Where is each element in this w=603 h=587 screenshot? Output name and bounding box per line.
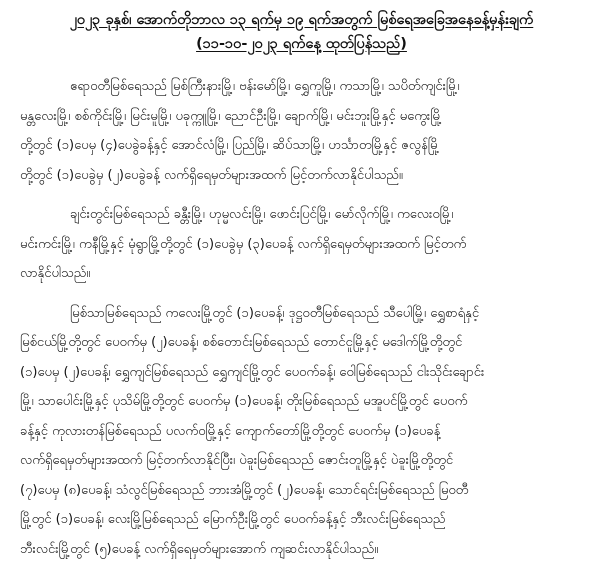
paragraph-line: ဧရာဝတီမြစ်ရေသည် မြစ်ကြီးနားမြို့၊ ဗန်းမော်မြို့၊ ရွှေကူမြို့၊ ကသာမြို့၊ သပိတ်ကျင်းမြို့၊	[70, 79, 460, 94]
paragraph-line: မြစ်သာမြစ်ရေသည် ကလေးမြို့တွင် (၁)ပေခန့်၊ ဒုဋ္ဌဝတီမြစ်ရေသည် သီပေါမြို့၊ ရွှေစာရံနှင့်	[70, 305, 480, 321]
paragraph-line: ချင်းတွင်းမြစ်ရေသည် ခန္တီးမြို့၊ ဟုမ္မလင်းမြို့၊ ဖောင်းပြင်မြို့၊ မော်လိုက်မြို့၊ ကလေးဝမြို့၊	[70, 207, 454, 222]
bulletin-issue-date: (၁၁-၁၀-၂၀၂၃ ရက်နေ့ ထုတ်ပြန်သည်)	[196, 36, 407, 52]
paragraph-line: (၁)ပေမှ (၂)ပေခန့်၊ ရွှေကျင်မြစ်ရေသည် ရွှေကျင်မြို့တွင် ပေဝက်ခန့်၊ ဝေါမြစ်ရေသည် ငါးသိုင်းချောင်း	[20, 364, 485, 380]
paragraph-line: လက်ရှိရေမှတ်များအထက် မြင့်တက်လာနိုင်ပြီး၊ ပဲခူးမြစ်ရေသည် ဇောင်းတူမြို့နှင့် ပဲခူးမြို့တို့တွင်	[20, 453, 454, 468]
paragraph-line: တို့တွင် (၁)ပေမှ (၄)ပေခွဲခန့်နှင့် အောင်လံမြို့၊ ပြည်မြို့၊ ဆိပ်သာမြို့၊ ဟင်္သာတမြို့နှင့် ဇလွန်မြို့	[20, 138, 440, 153]
bulletin-document	[20, 8, 583, 574]
paragraph-line: ခန့်နှင့် ကုလားတန်မြစ်ရေသည် ပလက်ဝမြို့နှင့် ကျောက်တော်မြို့တို့တွင် ပေဝက်မှ (၁)ပေခန့်	[20, 423, 441, 439]
paragraph-line: ဘီးလင်းမြို့တွင် (၅)ပေခန့် လက်ရှိရေမှတ်များအောက် ကျဆင်းလာနိုင်ပါသည်။	[20, 541, 379, 557]
paragraph-line: မြစ်ငယ်မြို့တို့တွင် ပေဝက်မှ (၂)ပေခန့်၊ စစ်တောင်းမြစ်ရေသည် တောင်ငူမြို့နှင့် မဒေါက်မြို့တို့တွင်	[20, 335, 463, 350]
paragraph-chindwin	[20, 200, 583, 289]
paragraph-line: မြို့တွင် (၁)ပေခန့်၊ လေးမြို့မြစ်ရေသည် မြောက်ဦးမြို့တွင် ပေဝက်ခန့်နှင့် ဘီးလင်းမြစ်ရေသည်	[20, 512, 446, 527]
paragraph-other-rivers	[20, 299, 583, 565]
paragraph-line: တို့တွင် (၁)ပေခွဲမှ (၂)ပေခွဲခန့် လက်ရှိရေမှတ်များအထက် မြင့်တက်လာနိုင်ပါသည်။	[20, 167, 403, 183]
paragraph-line: (၇)ပေမှ (၈)ပေခန့်၊ သံလွင်မြစ်ရေသည် ဘားအံမြို့တွင် (၂)ပေခန့်၊ သောင်ရင်းမြစ်ရေသည် မြဝတီ	[20, 482, 469, 498]
paragraph-ayeyarwady	[20, 72, 583, 190]
paragraph-line: လာနိုင်ပါသည်။	[20, 266, 91, 281]
paragraph-line: မြို့၊ သာပေါင်းမြို့နှင့် ပုသိမ်မြို့တို့တွင် ပေဝက်မှ (၁)ပေခန့်၊ တိုးမြစ်ရေသည် မအူပင်မြို့တွင် ပေဝက်	[20, 394, 468, 409]
bulletin-title: ၂၀၂၃ ခုနှစ်၊ အောက်တိုဘာလ ၁၃ ရက်မှ ၁၉ ရက်အတွက် မြစ်ရေအခြေအနေခန့်မှန်းချက်	[69, 12, 534, 28]
paragraph-line: မန္တလေးမြို့၊ စစ်ကိုင်းမြို့၊ မြင်းမူမြို့၊ ပခုက္ကူမြို့၊ ညောင်ဦးမြို့၊ ချောက်မြို့၊ မင်းဘူးမြို့နှင့် မကွေးမြို့	[20, 108, 442, 124]
paragraph-line: မင်းကင်းမြို့၊ ကနီမြို့နှင့် မုံရွာမြို့တို့တွင် (၁)ပေခွဲမှ (၃)ပေခန့် လက်ရှိရေမှတ်များအထက် မြင့်တက်	[20, 236, 467, 252]
